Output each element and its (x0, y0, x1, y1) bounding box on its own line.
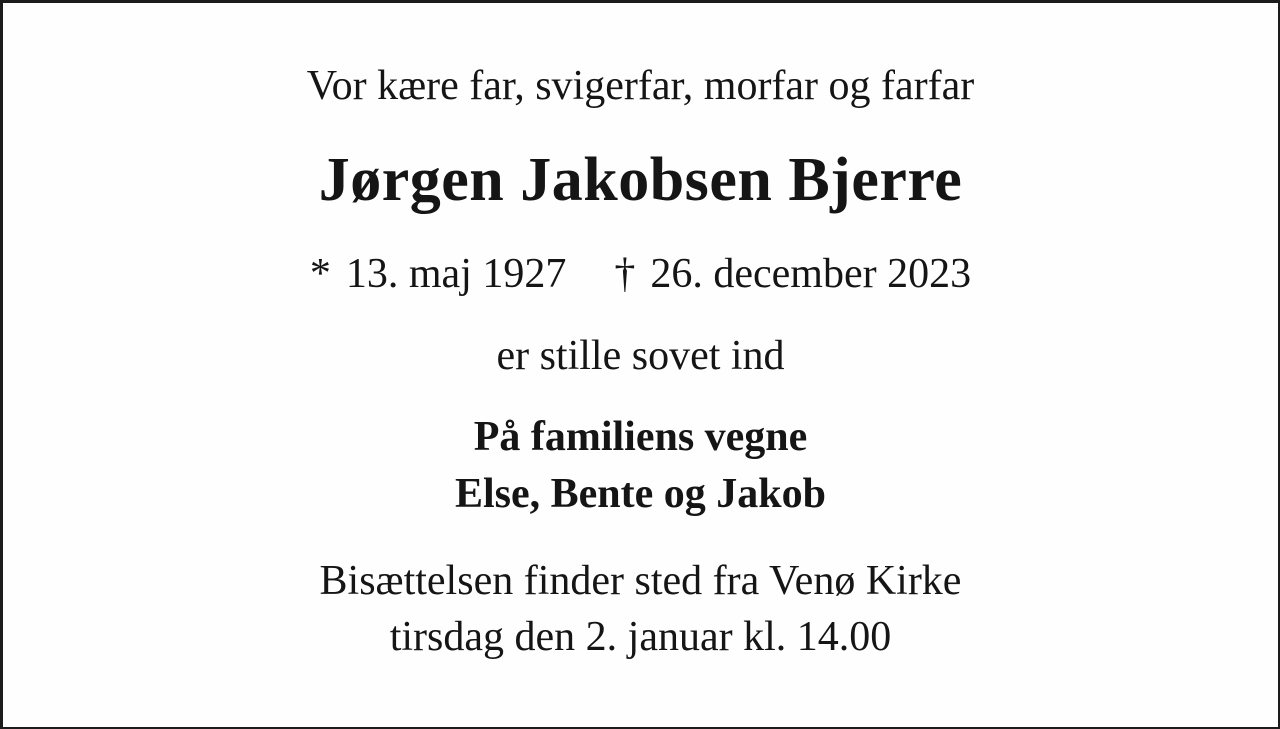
deceased-name: Jørgen Jakobsen Bjerre (318, 146, 963, 214)
birth-date: 13. maj 1927 (345, 251, 567, 297)
passing-line: er stille sovet ind (496, 333, 785, 379)
family-line-1: På familiens vegne (473, 414, 808, 460)
ceremony-block (320, 553, 962, 665)
birth-star-symbol: * (309, 251, 331, 297)
birth-date-group (310, 245, 566, 303)
dates-line (310, 245, 971, 303)
death-date-group (614, 245, 971, 303)
family-block (455, 409, 826, 523)
death-notice (3, 3, 1278, 727)
family-line-2: Else, Bente og Jakob (454, 471, 827, 517)
ceremony-line-1: Bisættelsen finder sted fra Venø Kirke (319, 558, 962, 604)
ceremony-line-2: tirsdag den 2. januar kl. 14.00 (389, 614, 892, 660)
death-cross-symbol: † (614, 251, 636, 297)
death-date: 26. december 2023 (650, 251, 972, 297)
intro-line: Vor kære far, svigerfar, morfar og farfar (306, 63, 975, 109)
